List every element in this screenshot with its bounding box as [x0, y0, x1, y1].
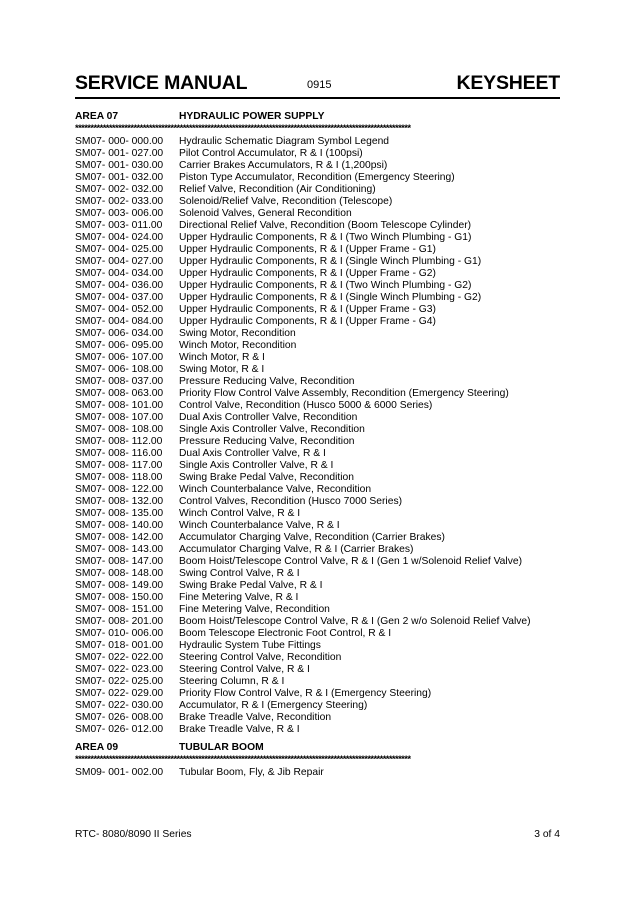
item-number: SM07- 022- 030.00 — [75, 700, 164, 711]
list-item — [75, 700, 560, 712]
list-item — [75, 580, 560, 592]
item-number: SM07- 008- 132.00 — [75, 496, 164, 507]
item-number: SM09- 001- 002.00 — [75, 767, 164, 778]
item-description: Fine Metering Valve, Recondition — [179, 604, 330, 615]
item-number: SM07- 018- 001.00 — [75, 640, 164, 651]
item-description: Boom Telescope Electronic Foot Control, R & I — [179, 628, 392, 639]
list-item — [75, 484, 560, 496]
item-number: SM07- 004- 036.00 — [75, 280, 164, 291]
item-number: SM07- 008- 148.00 — [75, 568, 164, 579]
item-description: Relief Valve, Recondition (Air Conditioning) — [179, 184, 376, 195]
item-description: Steering Column, R & I — [179, 676, 285, 687]
item-description: Upper Hydraulic Components, R & I (Upper Frame - G2) — [179, 268, 436, 279]
item-description: Upper Hydraulic Components, R & I (Two Winch Plumbing - G2) — [179, 280, 472, 291]
asterisk-divider: ************************************************************************************************************* — [75, 124, 411, 134]
item-number: SM07- 001- 027.00 — [75, 148, 164, 159]
item-number: SM07- 004- 052.00 — [75, 304, 164, 315]
list-item — [75, 472, 560, 484]
item-description: Winch Counterbalance Valve, Recondition — [179, 484, 372, 495]
item-number: SM07- 026- 008.00 — [75, 712, 164, 723]
item-description: Winch Motor, Recondition — [179, 340, 297, 351]
item-description: Dual Axis Controller Valve, Recondition — [179, 412, 358, 423]
list-item — [75, 712, 560, 724]
item-description: Swing Control Valve, R & I — [179, 568, 300, 579]
item-description: Pilot Control Accumulator, R & I (100psi) — [179, 148, 363, 159]
item-number: SM07- 008- 037.00 — [75, 376, 164, 387]
list-item — [75, 148, 560, 160]
item-description: Control Valves, Recondition (Husco 7000 Series) — [179, 496, 403, 507]
area-09-list — [75, 767, 560, 779]
item-number: SM07- 008- 142.00 — [75, 532, 164, 543]
item-description: Boom Hoist/Telescope Control Valve, R & I (Gen 2 w/o Solenoid Relief Valve) — [179, 616, 531, 627]
item-number: SM07- 022- 025.00 — [75, 676, 164, 687]
list-item — [75, 280, 560, 292]
list-item — [75, 184, 560, 196]
list-item — [75, 436, 560, 448]
item-number: SM07- 026- 012.00 — [75, 724, 164, 735]
item-number: SM07- 008- 117.00 — [75, 460, 163, 471]
list-item — [75, 604, 560, 616]
item-number: SM07- 008- 116.00 — [75, 448, 163, 459]
item-description: Priority Flow Control Valve Assembly, Recondition (Emergency Steering) — [179, 388, 509, 399]
list-item — [75, 172, 560, 184]
area-07-section — [75, 111, 560, 736]
list-item — [75, 532, 560, 544]
item-number: SM07- 006- 034.00 — [75, 328, 164, 339]
list-item — [75, 460, 560, 472]
item-description: Carrier Brakes Accumulators, R & I (1,200psi) — [179, 160, 388, 171]
item-number: SM07- 008- 143.00 — [75, 544, 164, 555]
item-number: SM07- 008- 149.00 — [75, 580, 164, 591]
area-label: AREA 09 — [75, 742, 119, 753]
item-description: Steering Control Valve, Recondition — [179, 652, 342, 663]
item-number: SM07- 008- 112.00 — [75, 436, 163, 447]
area-title: HYDRAULIC POWER SUPPLY — [179, 111, 325, 122]
list-item — [75, 628, 560, 640]
list-item — [75, 496, 560, 508]
list-item — [75, 256, 560, 268]
item-number: SM07- 008- 122.00 — [75, 484, 164, 495]
list-item — [75, 592, 560, 604]
item-number: SM07- 008- 135.00 — [75, 508, 164, 519]
item-number: SM07- 006- 107.00 — [75, 352, 164, 363]
item-number: SM07- 008- 108.00 — [75, 424, 164, 435]
list-item — [75, 292, 560, 304]
item-number: SM07- 022- 022.00 — [75, 652, 164, 663]
item-description: Winch Control Valve, R & I — [179, 508, 301, 519]
page-number: 3 of 4 — [534, 829, 560, 840]
item-number: SM07- 004- 037.00 — [75, 292, 164, 303]
item-description: Hydraulic Schematic Diagram Symbol Legend — [179, 136, 390, 147]
list-item — [75, 340, 560, 352]
list-item — [75, 688, 560, 700]
list-item — [75, 664, 560, 676]
list-item — [75, 160, 560, 172]
item-number: SM07- 004- 084.00 — [75, 316, 164, 327]
item-description: Swing Motor, Recondition — [179, 328, 296, 339]
list-item — [75, 640, 560, 652]
item-number: SM07- 008- 063.00 — [75, 388, 164, 399]
list-item — [75, 508, 560, 520]
item-description: Swing Brake Pedal Valve, R & I — [179, 580, 323, 591]
item-number: SM07- 006- 095.00 — [75, 340, 164, 351]
area-heading — [75, 111, 560, 124]
list-item — [75, 412, 560, 424]
item-description: Boom Hoist/Telescope Control Valve, R & I (Gen 1 w/Solenoid Relief Valve) — [179, 556, 523, 567]
item-number: SM07- 008- 201.00 — [75, 616, 164, 627]
item-description: Pressure Reducing Valve, Recondition — [179, 436, 355, 447]
item-description: Hydraulic System Tube Fittings — [179, 640, 321, 651]
item-description: Accumulator Charging Valve, Recondition (Carrier Brakes) — [179, 532, 445, 543]
item-number: SM07- 010- 006.00 — [75, 628, 164, 639]
list-item — [75, 616, 560, 628]
item-description: Upper Hydraulic Components, R & I (Upper Frame - G3) — [179, 304, 436, 315]
list-item — [75, 724, 560, 736]
item-description: Tubular Boom, Fly, & Jib Repair — [179, 767, 324, 778]
item-number: SM07- 003- 006.00 — [75, 208, 164, 219]
manual-title: SERVICE MANUAL — [75, 72, 248, 94]
item-description: Solenoid/Relief Valve, Recondition (Telescope) — [179, 196, 393, 207]
list-item — [75, 376, 560, 388]
item-number: SM07- 008- 140.00 — [75, 520, 164, 531]
list-item — [75, 220, 560, 232]
list-item — [75, 520, 560, 532]
item-description: Upper Hydraulic Components, R & I (Upper Frame - G1) — [179, 244, 436, 255]
item-number: SM07- 008- 150.00 — [75, 592, 164, 603]
item-description: Accumulator, R & I (Emergency Steering) — [179, 700, 368, 711]
item-number: SM07- 008- 118.00 — [75, 472, 163, 483]
item-description: Control Valve, Recondition (Husco 5000 & 6000 Series) — [179, 400, 433, 411]
area-07-list — [75, 136, 560, 736]
item-description: Brake Treadle Valve, Recondition — [179, 712, 332, 723]
item-number: SM07- 004- 027.00 — [75, 256, 164, 267]
model-series: RTC- 8080/8090 II Series — [75, 829, 192, 840]
item-description: Steering Control Valve, R & I — [179, 664, 310, 675]
item-description: Solenoid Valves, General Recondition — [179, 208, 352, 219]
document-code: 0915 — [307, 79, 332, 91]
list-item — [75, 268, 560, 280]
item-number: SM07- 000- 000.00 — [75, 136, 164, 147]
item-description: Upper Hydraulic Components, R & I (Two Winch Plumbing - G1) — [179, 232, 472, 243]
list-item — [75, 544, 560, 556]
item-number: SM07- 002- 033.00 — [75, 196, 164, 207]
item-description: Brake Treadle Valve, R & I — [179, 724, 300, 735]
area-09-section — [75, 742, 560, 779]
page-header — [75, 72, 560, 98]
item-description: Single Axis Controller Valve, R & I — [179, 460, 334, 471]
item-description: Directional Relief Valve, Recondition (Boom Telescope Cylinder) — [179, 220, 472, 231]
list-item — [75, 568, 560, 580]
list-item — [75, 352, 560, 364]
header-divider — [75, 97, 560, 99]
list-item — [75, 208, 560, 220]
item-number: SM07- 002- 032.00 — [75, 184, 164, 195]
item-number: SM07- 003- 011.00 — [75, 220, 163, 231]
list-item — [75, 136, 560, 148]
asterisk-divider: ************************************************************************************************************* — [75, 755, 411, 765]
list-item — [75, 652, 560, 664]
item-description: Swing Motor, R & I — [179, 364, 265, 375]
list-item — [75, 196, 560, 208]
item-description: Dual Axis Controller Valve, R & I — [179, 448, 326, 459]
item-number: SM07- 022- 029.00 — [75, 688, 164, 699]
area-label: AREA 07 — [75, 111, 119, 122]
item-description: Pressure Reducing Valve, Recondition — [179, 376, 355, 387]
list-item — [75, 424, 560, 436]
list-item — [75, 676, 560, 688]
item-number: SM07- 008- 107.00 — [75, 412, 164, 423]
item-number: SM07- 008- 101.00 — [75, 400, 164, 411]
item-number: SM07- 001- 030.00 — [75, 160, 164, 171]
item-description: Swing Brake Pedal Valve, Recondition — [179, 472, 354, 483]
item-description: Priority Flow Control Valve, R & I (Emergency Steering) — [179, 688, 432, 699]
item-description: Winch Counterbalance Valve, R & I — [179, 520, 340, 531]
item-description: Fine Metering Valve, R & I — [179, 592, 299, 603]
list-item — [75, 232, 560, 244]
list-item — [75, 400, 560, 412]
item-description: Winch Motor, R & I — [179, 352, 265, 363]
item-number: SM07- 022- 023.00 — [75, 664, 164, 675]
item-number: SM07- 001- 032.00 — [75, 172, 164, 183]
item-description: Upper Hydraulic Components, R & I (Single Winch Plumbing - G2) — [179, 292, 482, 303]
list-item — [75, 388, 560, 400]
list-item — [75, 448, 560, 460]
keysheet-title: KEYSHEET — [456, 72, 560, 94]
list-item — [75, 328, 560, 340]
item-description: Accumulator Charging Valve, R & I (Carrier Brakes) — [179, 544, 414, 555]
list-item — [75, 304, 560, 316]
item-number: SM07- 004- 034.00 — [75, 268, 164, 279]
item-description: Single Axis Controller Valve, Recondition — [179, 424, 365, 435]
item-number: SM07- 008- 147.00 — [75, 556, 164, 567]
list-item — [75, 244, 560, 256]
item-description: Upper Hydraulic Components, R & I (Single Winch Plumbing - G1) — [179, 256, 482, 267]
list-item — [75, 767, 560, 779]
item-number: SM07- 004- 025.00 — [75, 244, 164, 255]
area-heading — [75, 742, 560, 755]
list-item — [75, 316, 560, 328]
item-description: Piston Type Accumulator, Recondition (Emergency Steering) — [179, 172, 455, 183]
list-item — [75, 364, 560, 376]
item-number: SM07- 006- 108.00 — [75, 364, 164, 375]
item-description: Upper Hydraulic Components, R & I (Upper Frame - G4) — [179, 316, 436, 327]
list-item — [75, 556, 560, 568]
item-number: SM07- 004- 024.00 — [75, 232, 164, 243]
item-number: SM07- 008- 151.00 — [75, 604, 164, 615]
area-title: TUBULAR BOOM — [179, 742, 264, 753]
